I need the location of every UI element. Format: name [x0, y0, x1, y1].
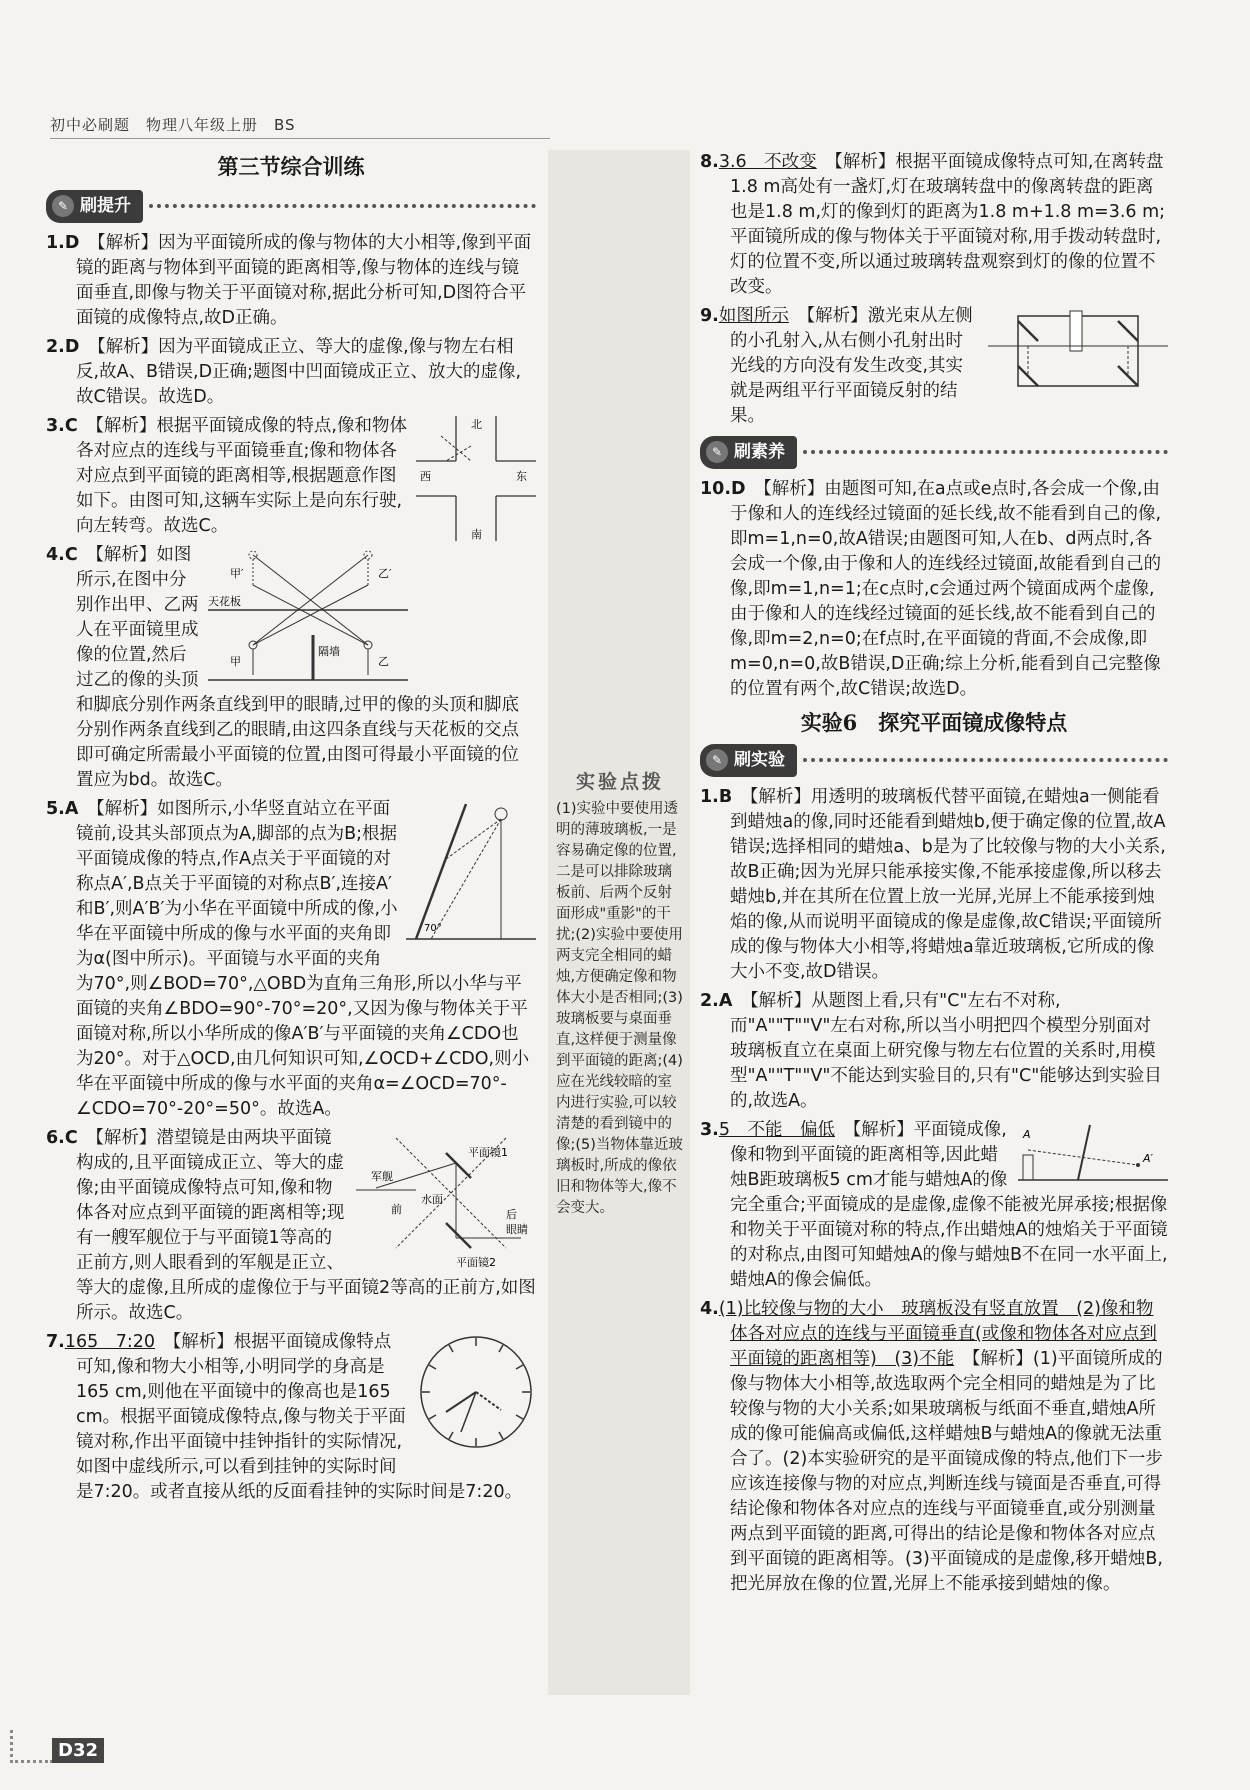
banner-badge: ✎ 刷实验	[700, 744, 797, 777]
fig-water: 水面	[421, 1193, 443, 1206]
fig-west: 西	[420, 470, 431, 483]
tip-text: (1)实验中要使用透明的薄玻璃板,一是容易确定像的位置,二是可以排除玻璃板前、后两个反射面形成"重影"的干扰;(2)实验中要使用两支完全相同的蜡烛,方便确定像和物体大小是否相同;(3)玻璃板要与桌面垂直,这样便于测量像到平面镜的距离;(4)应在光线较暗的室内进行实验,可以较清楚的看到镜中的像;(5)当物体靠近玻璃板时,所成的像依旧和物体等大,像不会变大。	[556, 801, 683, 1216]
fig-ship: 军舰	[371, 1170, 393, 1183]
answer-item: 4.(1)比较像与物的大小 玻璃板没有竖直放置 (2)像和物体各对应点的连线与平面镜垂直(或像和物体各对应点到平面镜的距离相等) (3)不能 【解析】(1)平面镜所成的像与物体大小相等,故选取两个完全相同的蜡烛是为了比较像与物的大小关系;如果玻璃板与纸面不垂直,蜡烛A所成的像可能偏高或偏低,这样蜡烛B与蜡烛A的像就无法重合了。(2)本实验研究的是平面镜成像的特点,他们下一步应该连接像与物的对应点,判断连线与镜面是否垂直,可得结论像和物体各对应点的连线与平面镜垂直,或分别测量两点到平面镜的距离,可得出的结论是像和物体各对应点到平面镜的距离相等。(3)平面镜成的是虚像,移开蜡烛B,把光屏放在像的位置,光屏上不能承接到蜡烛的像。	[700, 1299, 1163, 1594]
header-divider	[50, 138, 550, 139]
fig-jia: 甲	[230, 655, 241, 668]
fig-north: 北	[471, 418, 482, 431]
pencil-icon: ✎	[52, 195, 74, 217]
fig-ceiling: 天花板	[208, 595, 241, 608]
tip-title: 实验点拨	[575, 771, 664, 793]
answer-item: 8.3.6 不改变 【解析】根据平面镜成像特点可知,在离转盘1.8 m高处有一盏灯,灯在玻璃转盘中的像离转盘的距离也是1.8 m,灯的像到灯的距离为1.8 m+1.8 m=3.6 m;平面镜所成的像与物体关于平面镜对称,用手拨动转盘时,灯的位置不变,所以通过玻璃转盘观察到灯的像的位置不改变。	[700, 152, 1166, 297]
answer-item: 10.D 【解析】由题图可知,在a点或e点时,各会成一个像,由于像和人的连线经过镜面的延长线,故不能看到自己的像,即m=1,n=0,故A错误;由题图可知,人在b、d两点时,各会成一个像,由于像和人的连线经过镜面,故能看到自己的像,即m=1,n=1;在c点时,c会通过两个镜面成两个虚像,由于像和人的连线经过镜面的延长线,故不能看到自己的像,即m=2,n=0;在f点时,在平面镜的背面,不会成像,即m=0,n=0,故B错误,D正确;综上分析,能看到自己完整像的位置有两个,故C错误;故选D。	[700, 479, 1162, 699]
section-title: 第三节综合训练	[217, 154, 365, 179]
fig-wall: 隔墙	[318, 645, 340, 658]
answer-item: 9.如图所示 【解析】激光束从左侧的小孔射入,从右侧小孔射出时光线的方向没有发生改变,其实就是两组平行平面镜反射的结果。	[700, 304, 1168, 429]
pencil-icon: ✎	[706, 441, 728, 463]
answer-item: 北 南 东 西 3.C 【解析】根据平面镜成像的特点,像和物体各对应点的连线与平面镜垂直;像和物体各对应点到平面镜的距离相等,根据题意作图如下。由图可知,这辆车实际上是向东行驶,向左转弯。故选C。	[46, 414, 536, 539]
fig-back: 后	[506, 1208, 517, 1221]
left-column	[46, 150, 536, 1509]
experiment-tip	[556, 772, 684, 1219]
answer-item: 天花板 甲′ 甲 乙 乙′ 隔墙 4.C 【解析】如图所示,在图中分别作出甲、乙两人在平面镜里成像的位置,然后过乙的像的头顶和脚底分别作两条直线到甲的眼睛,过甲的像的头顶和脚底分别作两条直线到乙的眼睛,由这四条直线与天花板的交点即可确定所需最小平面镜的位置,由图可得最小平面镜的位置应为bd。故选C。	[46, 545, 520, 790]
answer-item: 军舰 平面镜1 平面镜2 水面 前 后 眼睛 6.C 【解析】潜望镜是由两块平面镜构成的,且平面镜成正立、等大的虚像;由平面镜成像特点可知,像和物体各对应点到平面镜的距离相等;现有一艘军舰位于与平面镜1等高的正前方,则人眼看到的军舰是正立、等大的虚像,且所成的虚像位于与平面镜2等高的正前方,如图所示。故选C。	[46, 1128, 536, 1323]
banner-literacy	[700, 435, 1168, 469]
answer-item: 2.D 【解析】因为平面镜成正立、等大的虚像,像与物左右相反,故A、B错误,D正确;题图中凹面镜成正立、放大的虚像,故C错误。故选D。	[46, 337, 522, 407]
book-header: 初中必刷题 物理八年级上册 BS	[50, 116, 296, 134]
fig-mirror1: 平面镜1	[468, 1146, 508, 1159]
fig-jia-image: 甲′	[230, 567, 244, 580]
answer-item: A A′ 3.5 不能 偏低 【解析】平面镜成像,像和物到平面镜的距离相等,因此蜡烛B距玻璃板5 cm才能与蜡烛A的像完全重合;平面镜成的是虚像,虚像不能被光屏承接;根据像和物关于平面镜对称的特点,作出蜡烛A的烛焰关于平面镜的对称点,由图可知蜡烛A的像与蜡烛B不在同一水平面上,蜡烛A的像会偏低。	[700, 1120, 1168, 1290]
answer-item: 7.165 7:20 【解析】根据平面镜成像特点可知,像和物大小相等,小明同学的身高是165 cm,则他在平面镜中的像高也是165 cm。根据平面镜成像特点,像与物关于平面镜对称,作出平面镜中挂钟指针的实际情况,如图中虚线所示,可以看到挂钟的实际时间是7:20。或者直接从纸的反面看挂钟的实际时间是7:20。	[46, 1330, 536, 1505]
fig-mirror2: 平面镜2	[456, 1256, 496, 1268]
fig-front: 前	[391, 1203, 402, 1216]
answer-item: 1.B 【解析】用透明的玻璃板代替平面镜,在蜡烛a一侧能看到蜡烛a的像,同时还能看到蜡烛b,便于确定像的位置,故A错误;选择相同的蜡烛a、b是为了比较像与物的大小关系,故B正确;因为光屏只能承接实像,不能承接虚像,所以移去蜡烛b,并在其所在位置上放一光屏,光屏上不能承接到烛焰的像,从而说明平面镜成的像是虚像,故C错误;平面镜所成的像与物体大小相等,将蜡烛a靠近玻璃板,它所成的像大小不变,故D错误。	[700, 787, 1166, 982]
fig-yi-image: 乙′	[378, 567, 392, 580]
fig-angle: 70°	[424, 923, 442, 934]
fig-yi: 乙	[378, 655, 389, 668]
fig-a: A	[1023, 1128, 1031, 1141]
answer-item: 70° 5.A 【解析】如图所示,小华竖直站立在平面镜前,设其头部顶点为A,脚部的点为B;根据平面镜成像的特点,作A点关于平面镜的对称点A′,B点关于平面镜的对称点B′,连接A′和B′,则A′B′为小华在平面镜中所成的像,小华在平面镜中所成的像与水平面的夹角即为α(图中所示)。平面镜与水平面的夹角为70°,则∠BOD=70°,△OBD为直角三角形,所以小华与平面镜的夹角∠BDO=90°-70°=20°,又因为像与物体关于平面镜对称,所以小华所成的像A′B′与平面镜的夹角∠CDO也为20°。对于△OCD,由几何知识可知,∠OCD+∠CDO,则小华在平面镜中所成的像与水平面的夹角α=∠OCD=70°-∠CDO=70°-20°=50°。故选A。	[46, 797, 536, 1122]
right-column	[700, 150, 1168, 1601]
banner-badge: ✎ 刷素养	[700, 436, 797, 469]
periscope-figure	[356, 1128, 536, 1268]
banner-badge: ✎ 刷提升	[46, 190, 143, 223]
tilted-mirror-figure	[406, 799, 536, 949]
fig-south: 南	[471, 528, 482, 541]
banner-dots	[149, 204, 536, 208]
crossroad-figure	[416, 416, 536, 541]
answer-item: 1.D 【解析】因为平面镜所成的像与物体的大小相等,像到平面镜的距离与物体到平面镜的距离相等,像与物体的连线与镜面垂直,即像与物关于平面镜对称,据此分析可知,D图符合平面镜的成像特点,故D正确。	[46, 233, 532, 328]
pencil-icon: ✎	[706, 749, 728, 771]
banner-experiment	[700, 743, 1168, 777]
clock-figure	[416, 1332, 536, 1452]
banner-dots	[803, 450, 1168, 454]
page-corner-decoration	[10, 1730, 53, 1763]
candle-figure	[1018, 1120, 1168, 1185]
banner-dots	[803, 758, 1168, 762]
banner-improve	[46, 189, 536, 223]
fig-east: 东	[516, 470, 527, 483]
page-number: D32	[52, 1738, 104, 1763]
ceiling-mirror-figure	[208, 545, 408, 685]
experiment-title: 实验6 探究平面镜成像特点	[800, 710, 1068, 735]
answer-item: 2.A 【解析】从题图上看,只有"C"左右不对称,而"A""T""V"左右对称,所以当小明把四个模型分别面对玻璃板直立在桌面上研究像与物左右位置的关系时,用模型"A""T""V"不能达到实验目的,只有"C"能够达到实验目的,故选A。	[700, 991, 1162, 1111]
laser-box-figure	[988, 306, 1168, 396]
fig-eye: 眼睛	[506, 1223, 528, 1236]
fig-a-image: A′	[1143, 1152, 1154, 1165]
